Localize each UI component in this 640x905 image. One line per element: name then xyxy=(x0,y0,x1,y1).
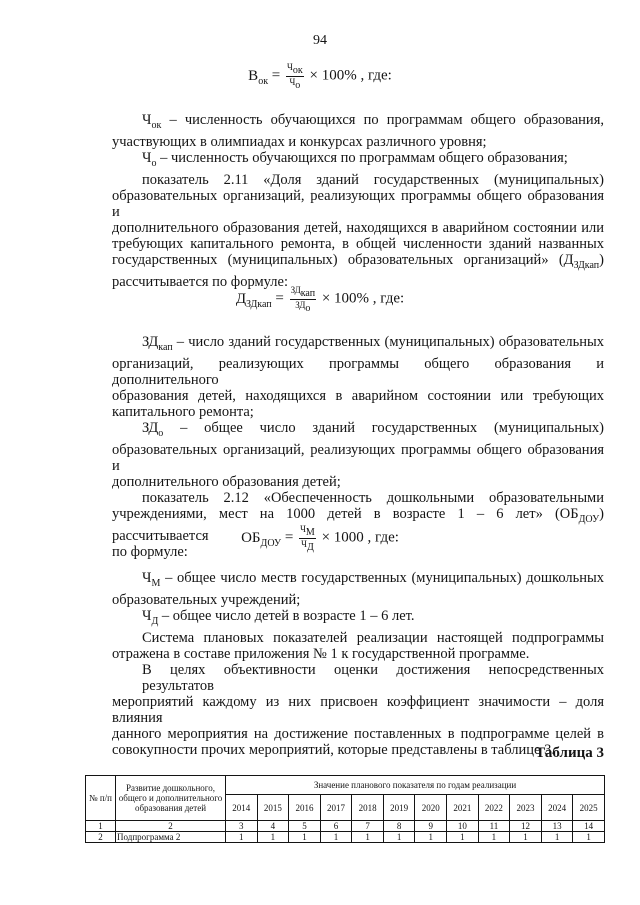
paragraph-line: В целях объективности оценки достижения непосредственных результатов xyxy=(142,661,604,694)
paragraph-line: данного мероприятия на достижение поставленных в подпрограмме целей в xyxy=(112,725,604,742)
year-cell: 2021 xyxy=(447,795,479,821)
formula-lhs: $В_{ок}$ xyxy=(248,67,269,87)
index-cell: 13 xyxy=(541,821,573,832)
index-cell: 12 xyxy=(510,821,542,832)
paragraph-line: образовательных организаций, реализующих программы общего образования и xyxy=(112,441,604,474)
year-cell: 2025 xyxy=(573,795,605,821)
value-cell: 1 xyxy=(478,832,510,843)
formula-lhs: $Д_{ЗДкап}$ xyxy=(235,290,272,310)
value-cell: 1 xyxy=(573,832,605,843)
formula-fraction: $\frac{Ч_М}{Ч_Д}$ xyxy=(300,524,315,553)
value-cell: 1 xyxy=(383,832,415,843)
year-cell: 2024 xyxy=(541,795,573,821)
paragraph-line: образовательных организаций, реализующих программы общего образования и xyxy=(112,187,604,220)
paragraph-line: отражена в составе приложения № 1 к государственной программе. xyxy=(112,645,530,662)
paragraph-line: совокупности прочих мероприятий, которые представлены в таблице 3. xyxy=(112,741,555,758)
year-cell: 2019 xyxy=(383,795,415,821)
year-cell: 2015 xyxy=(257,795,289,821)
paragraph-line: $ЗД_{кап}$ – число зданий государственных (муниципальных) образовательных xyxy=(142,334,604,353)
index-cell: 2 xyxy=(116,821,226,832)
index-row xyxy=(86,821,605,832)
paragraph-line: капитального ремонта; xyxy=(112,403,254,420)
value-cell: 1 xyxy=(352,832,384,843)
index-cell: 14 xyxy=(573,821,605,832)
index-cell: 5 xyxy=(289,821,321,832)
paragraph-line: показатель 2.12 «Обеспеченность дошкольными образовательными xyxy=(142,489,604,506)
paragraph-line: $Ч_{ок}$ – численность обучающихся по программам общего образования, xyxy=(142,112,604,131)
index-cell: 8 xyxy=(383,821,415,832)
formula-fraction: $\frac{ЗД_{кап}}{ЗД_о}$ xyxy=(290,285,316,314)
row-name-cell: Подпрограмма 2 xyxy=(116,832,226,843)
paragraph-line: дополнительного образования детей, находящихся в аварийном состоянии или xyxy=(112,219,604,236)
value-cell: 1 xyxy=(289,832,321,843)
paragraph-line: Система плановых показателей реализации настоящей подпрограммы xyxy=(142,629,604,646)
value-cell: 1 xyxy=(541,832,573,843)
table-3 xyxy=(85,775,605,843)
value-cell: 1 xyxy=(320,832,352,843)
index-cell: 3 xyxy=(226,821,258,832)
year-cell: 2020 xyxy=(415,795,447,821)
year-cell: 2018 xyxy=(352,795,384,821)
header-values: Значение планового показателя по годам реализации xyxy=(226,776,605,795)
table-title: Таблица 3 xyxy=(535,745,604,761)
paragraph-line: $ЗД_о$ – общее число зданий государственных (муниципальных) xyxy=(142,419,604,439)
index-cell: 9 xyxy=(415,821,447,832)
index-cell: 10 xyxy=(447,821,479,832)
value-cell: 1 xyxy=(415,832,447,843)
year-cell: 2014 xyxy=(226,795,258,821)
formula-fraction: $\frac{Ч_{ок}}{Ч_о}$ xyxy=(287,62,303,91)
row-num-cell: 2 xyxy=(86,832,116,843)
text-block-3 xyxy=(112,570,604,758)
paragraph-line: мероприятий каждому из них присвоен коэффициент значимости – доля влияния xyxy=(112,693,604,726)
header-name: Развитие дошкольного, общего и дополнительного образования детей xyxy=(116,776,226,821)
formula-obdou: $ОБ_{ДОУ}$ = $\frac{Ч_М}{Ч_Д}$ × 1000 , где: xyxy=(241,524,399,553)
year-cell: 2017 xyxy=(320,795,352,821)
index-cell: 6 xyxy=(320,821,352,832)
paragraph-line: показатель 2.11 «Доля зданий государственных (муниципальных) xyxy=(142,171,604,188)
value-cell: 1 xyxy=(226,832,258,843)
paragraph-line: $Ч_о$ – численность обучающихся по программам общего образования; xyxy=(142,149,568,169)
formula-dzdkap: $Д_{ЗДкап}$ = $\frac{ЗД_{кап}}{ЗД_о}$ × 100% , где: xyxy=(235,285,405,314)
paragraph-line: учреждениями, мест на 1000 детей в возрасте 1 – 6 лет» $(ОБ_{ДОУ})$ рассчитывается xyxy=(112,505,604,544)
header-num: № п/п xyxy=(86,776,116,821)
table-row xyxy=(86,832,605,843)
paragraph-line: дополнительного образования детей; xyxy=(112,473,341,490)
paragraph-line: рассчитывается по формуле: xyxy=(112,273,288,290)
index-cell: 11 xyxy=(478,821,510,832)
year-cell: 2022 xyxy=(478,795,510,821)
paragraph-line: образовательных учреждений; xyxy=(112,591,301,608)
paragraph-line: $Ч_Д$ – общее число детей в возрасте 1 – 6 лет. xyxy=(142,607,415,627)
paragraph-line: требующих капитального ремонта, в общей численности зданий названных xyxy=(112,235,604,252)
formula-vok: $В_{ок}$ = $\frac{Ч_{ок}}{Ч_о}$ × 100% , где: xyxy=(248,62,392,91)
year-cell: 2023 xyxy=(510,795,542,821)
text-block-1 xyxy=(112,112,604,290)
paragraph-line: государственных (муниципальных) образовательных организаций» $(Д_{ЗДкап})$ xyxy=(112,251,604,271)
index-cell: 1 xyxy=(86,821,116,832)
index-cell: 7 xyxy=(352,821,384,832)
index-cell: 4 xyxy=(257,821,289,832)
paragraph-line: образования детей, находящихся в аварийном состоянии или требующих xyxy=(112,387,604,404)
formula-lhs: $ОБ_{ДОУ}$ xyxy=(241,529,282,549)
paragraph-line: по формуле: xyxy=(112,543,188,560)
value-cell: 1 xyxy=(447,832,479,843)
value-cell: 1 xyxy=(510,832,542,843)
paragraph-line: $Ч_М$ – общее число меств государственных (муниципальных) дошкольных xyxy=(142,570,604,589)
page-number: 94 xyxy=(313,33,327,48)
paragraph-line: организаций, реализующих программы общего образования и дополнительного xyxy=(112,355,604,388)
value-cell: 1 xyxy=(257,832,289,843)
year-cell: 2016 xyxy=(289,795,321,821)
paragraph-line: участвующих в олимпиадах и конкурсах различного уровня; xyxy=(112,133,487,150)
